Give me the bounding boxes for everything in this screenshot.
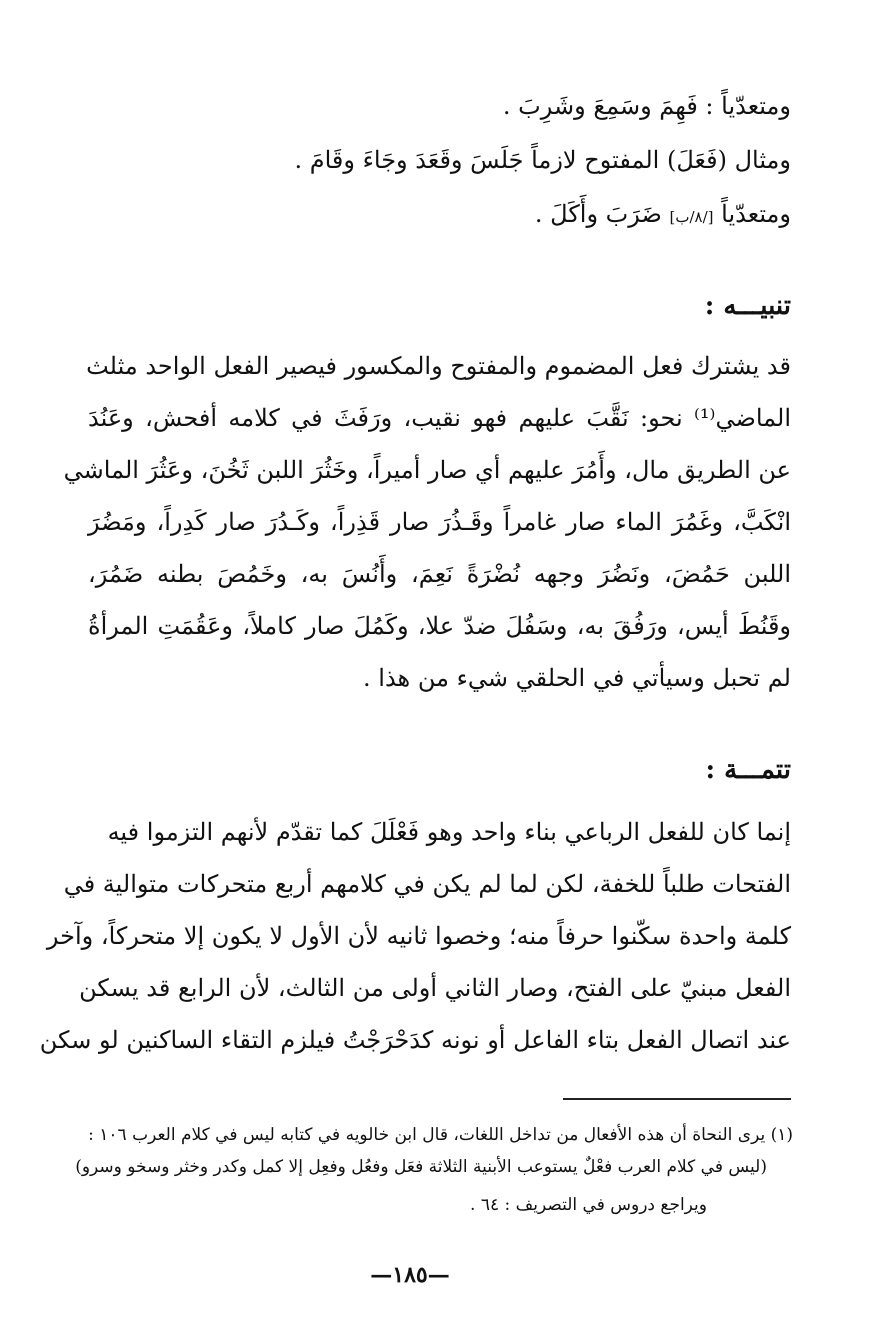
tatimma-line: الفعل مبنيّ على الفتح، وصار الثاني أولى من الثالث، لأن الرابع قد يسكن	[79, 974, 791, 1002]
manuscript-reference: [/٨/ب]	[669, 208, 714, 226]
tanbih-line: اللبن حَمُضَ، ونَضُرَ وجهه نُضْرَةً نَعِمَ، وأَنُسَ به، وخَمُصَ بطنه ضَمُرَ،	[88, 560, 791, 588]
section-heading-tanbih: تنبيـــه :	[704, 291, 791, 321]
text-line-3-start: ومتعدّياً	[713, 200, 791, 228]
tanbih-line: قد يشترك فعل المضموم والمفتوح والمكسور فيصير الفعل الواحد مثلث	[86, 352, 791, 380]
text-line-1: ومتعدّياً : فَهِمَ وسَمِعَ وشَرِبَ .	[502, 92, 791, 120]
footnote-line: (١) يرى النحاة أن هذه الأفعال من تداخل اللغات، قال ابن خالويه في كتابه ليس في كلام العرب ١٠٦ :	[88, 1125, 793, 1145]
text-line-2: ومثال (فَعَلَ) المفتوح لازماً جَلَسَ وقَعَدَ وجَاءَ وقَامَ .	[294, 146, 791, 174]
text-line-3	[535, 194, 791, 237]
tanbih-line: انْكَبَّ، وغَمُرَ الماء صار غامراً وقَـذُرَ صار قَذِراً، وكَـدُرَ صار كَدِراً، ومَضُرَ	[88, 508, 791, 536]
section-heading-tatimma: تتمـــة :	[705, 755, 791, 785]
tanbih-line: وقَنُطَ أيس، ورَفُقَ به، وسَفُلَ ضدّ علا، وكَمُلَ صار كاملاً، وعَقُمَتِ المرأةُ	[88, 612, 792, 640]
footnote-line: (ليس في كلام العرب فعْلٌ يستوعب الأبنية الثلاثة فعَل وفعُل وفعِل إلا كمل وكدر وخثر وسخو وسرو)	[75, 1157, 767, 1177]
text-line-3-end: ضَرَبَ وأَكَلَ .	[534, 200, 670, 228]
tatimma-line: الفتحات طلباً للخفة، لكن لما لم يكن في كلامهم أربع متحركات متوالية في	[63, 870, 791, 898]
tanbih-line: عن الطريق مال، وأَمُرَ عليهم أي صار أميراً، وخَثُرَ اللبن ثَخُنَ، وعَثُرَ الماشي	[63, 456, 791, 484]
tanbih-last-line: لم تحبل وسيأتي في الحلقي شيء من هذا .	[363, 664, 791, 692]
page-number: —١٨٥—	[370, 1262, 450, 1288]
tatimma-line: إنما كان للفعل الرباعي بناء واحد وهو فَعْلَلَ كما تقدّم لأنهم التزموا فيه	[107, 818, 791, 846]
tatimma-line: عند اتصال الفعل بتاء الفاعل أو نونه كدَحْرَجْتُ فيلزم التقاء الساكنين لو سكن	[39, 1026, 791, 1054]
tanbih-line: الماضي⁽¹⁾ نحو: نَقَّبَ عليهم فهو نقيب، ورَفَثَ في كلامه أفحش، وعَنُدَ	[88, 404, 791, 432]
footnote-line: ويراجع دروس في التصريف : ٦٤ .	[470, 1195, 707, 1215]
footnote-separator	[563, 1098, 791, 1100]
tatimma-line: كلمة واحدة سكّنوا حرفاً منه؛ وخصوا ثانيه لأن الأول لا يكون إلا متحركاً، وآخر	[46, 922, 791, 950]
